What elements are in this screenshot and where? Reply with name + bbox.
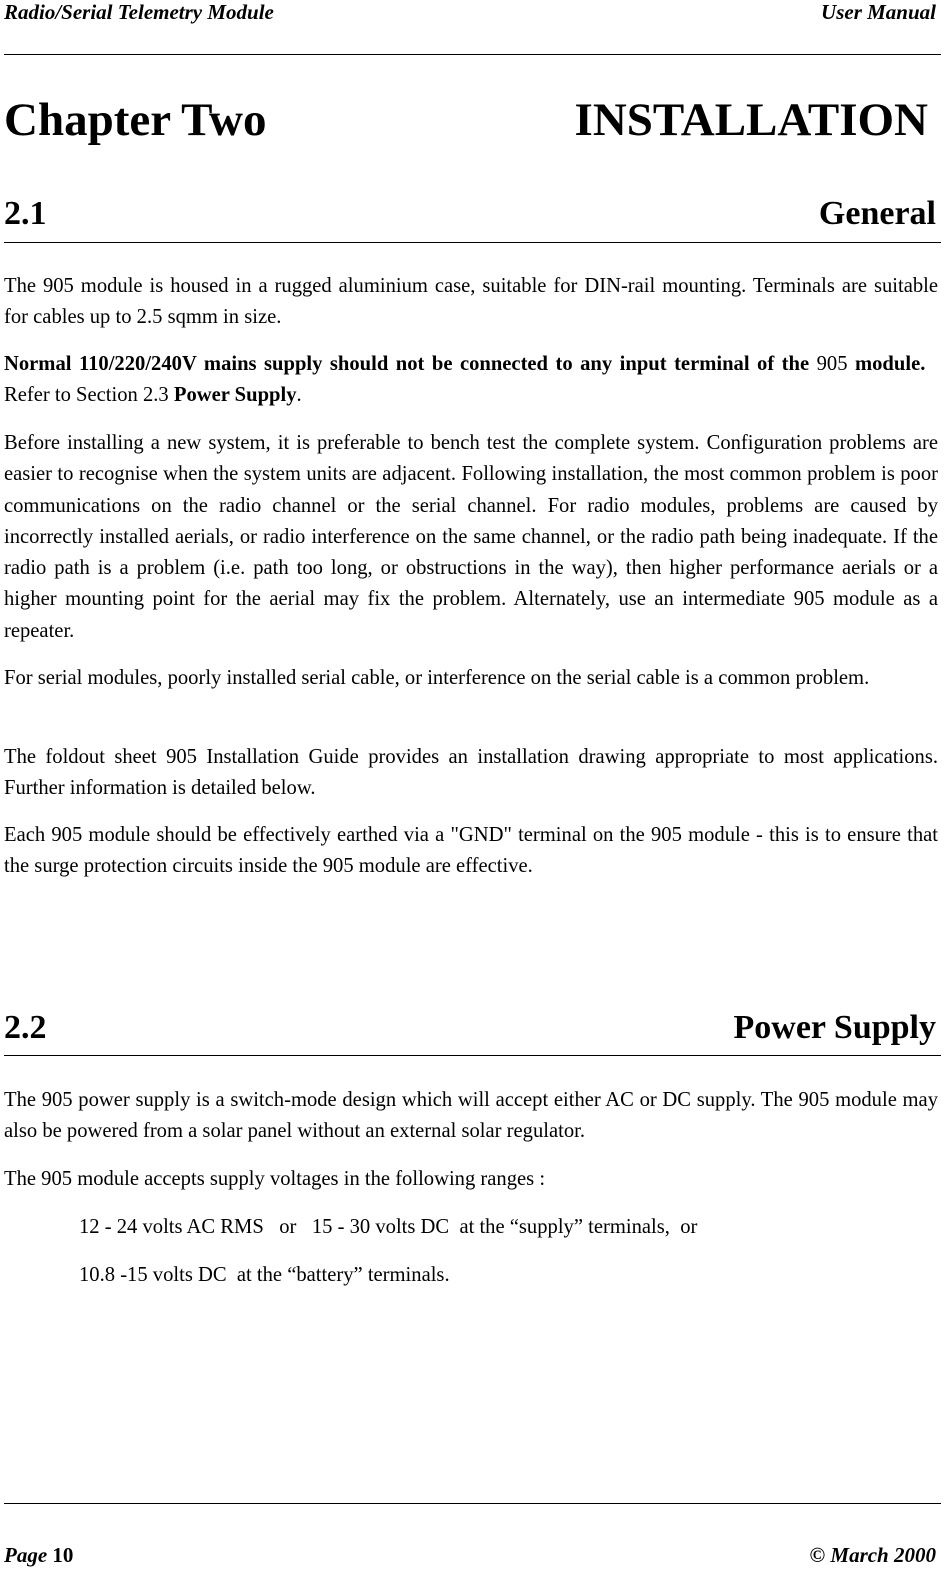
footer-divider [4,1503,941,1504]
paragraph-mains-warning [4,349,938,412]
section-title: Power Supply [733,1009,936,1046]
page-number-block [4,1541,73,1569]
section-heading-general [4,192,940,236]
section-divider [4,1055,941,1056]
section-heading-power-supply [4,1006,940,1050]
paragraph-earthing: Each 905 module should be effectively earthed via a "GND" terminal on the 905 module - this is to ensure that the surge protection circuits inside the 905 module are effective. [4,824,938,878]
mains-warning-section-name: Power Supply [173,384,297,407]
copyright-date: © March 2000 [809,1543,936,1567]
voltage-range-supply: 12 - 24 volts AC RMS or 15 - 30 volts DC at the “supply” terminals, or [79,1216,698,1238]
chapter-label: Chapter Two [4,94,267,146]
paragraph-foldout-sheet: The foldout sheet 905 Installation Guide provides an installation drawing appropriate to most applications. Further information is detailed below. [4,746,938,800]
page-number: 10 [52,1543,74,1567]
paragraph-voltage-ranges: The 905 module accepts supply voltages in the following ranges : [4,1168,546,1190]
paragraph-bench-test: Before installing a new system, it is preferable to bench test the complete system. Configuration problems are easier to recognise when the system units are adjacent. Following installation, the most common problem is poor communications on the radio channel or the serial channel. For radio modules, problems are caused by incorrectly installed aerials, or radio interference on the same channel, or the radio path being inadequate. If the radio path is a problem (i.e. path too long, or obstructions in the way), then higher performance aerials or a higher mounting point for the aerial may fix the problem. Alternately, use an intermediate 905 module as a repeater. [4,432,938,642]
section-number: 2.1 [4,195,47,232]
voltage-range-battery: 10.8 -15 volts DC at the “battery” terminals. [79,1264,450,1286]
chapter-heading [4,90,940,150]
section-number: 2.2 [4,1009,47,1046]
mains-warning-bold-module: module. [854,353,926,375]
mains-warning-refer: Refer to Section 2.3 [4,384,169,407]
header-manual-label: User Manual [821,0,936,24]
mains-warning-end: . [296,384,302,407]
page-footer [4,1541,940,1569]
paragraph-housing: The 905 module is housed in a rugged aluminium case, suitable for DIN-rail mounting. Terminals are suitable for cables up to 2.5 sqmm in size. [4,275,938,329]
header-divider [4,54,941,55]
document-page [4,0,940,1580]
mains-warning-number: 905 [816,353,848,375]
section-divider [4,242,941,243]
chapter-title: INSTALLATION [574,94,928,146]
paragraph-serial-modules: For serial modules, poorly installed serial cable, or interference on the serial cable is a common problem. [4,667,870,689]
mains-warning-bold: Normal 110/220/240V mains supply should not be connected to any input terminal of the [4,353,810,375]
paragraph-switch-mode: The 905 power supply is a switch-mode design which will accept either AC or DC supply. The 905 module may also be powered from a solar panel without an external solar regulator. [4,1089,938,1143]
page-label: Page [4,1543,48,1567]
running-header [4,0,940,26]
section-title: General [818,195,936,232]
header-document-title: Radio/Serial Telemetry Module [4,0,274,24]
